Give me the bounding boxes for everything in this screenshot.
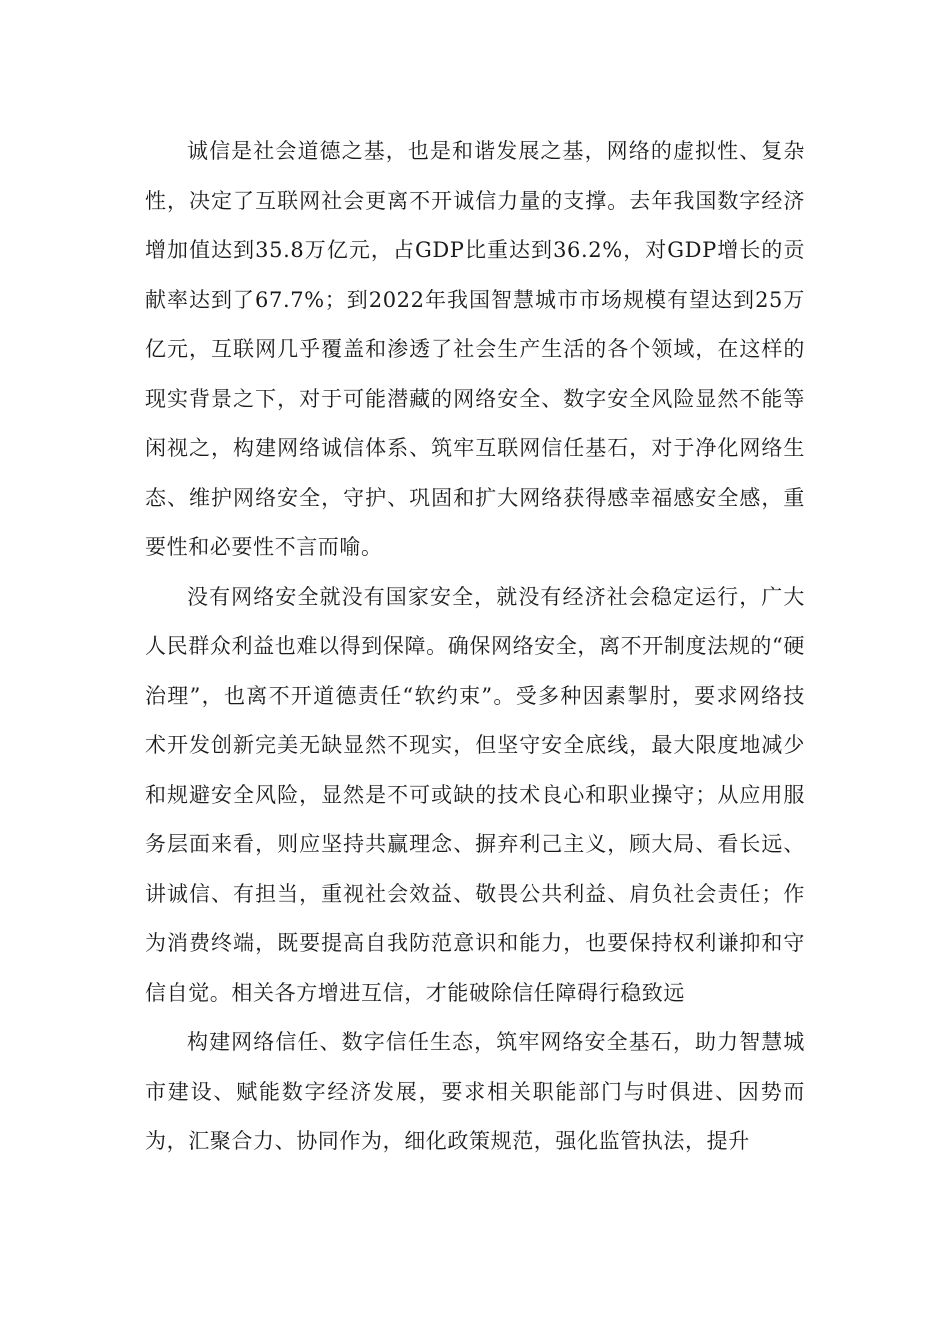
paragraph-3: 构建网络信任、数字信任生态，筑牢网络安全基石，助力智慧城市建设、赋能数字经济发展，要求相关职能部门与时俱进、因势而为，汇聚合力、协同作为，细化政策规范，强化监管执法，提升: [145, 1030, 805, 1153]
body-text: [145, 127, 805, 1167]
paragraph-1: 诚信是社会道德之基，也是和谐发展之基，网络的虚拟性、复杂性，决定了互联网社会更离不开诚信力量的支撑。去年我国数字经济增加值达到35.8万亿元，占GDP比重达到36.2%，对GDP增长的贡献率达到了67.7%；到2022年我国智慧城市市场规模有望达到25万亿元，互联网几乎覆盖和渗透了社会生产生活的各个领域，在这样的现实背景之下，对于可能潜藏的网络安全、数字安全风险显然不能等闲视之，构建网络诚信体系、筑牢互联网信任基石，对于净化网络生态、维护网络安全，守护、巩固和扩大网络获得感幸福感安全感，重要性和必要性不言而喻。: [145, 139, 805, 559]
paragraph-2: 没有网络安全就没有国家安全，就没有经济社会稳定运行，广大人民群众利益也难以得到保障。确保网络安全，离不开制度法规的“硬治理”，也离不开道德责任“软约束”。受多种因素掣肘，要求网络技术开发创新完美无缺显然不现实，但坚守安全底线，最大限度地减少和规避安全风险，显然是不可或缺的技术良心和职业操守；从应用服务层面来看，则应坚持共赢理念、摒弃利己主义，顾大局、看长远、讲诚信、有担当，重视社会效益、敬畏公共利益、肩负社会责任；作为消费终端，既要提高自我防范意识和能力，也要保持权利谦抑和守信自觉。相关各方增进互信，才能破除信任障碍行稳致远: [145, 584, 805, 1005]
